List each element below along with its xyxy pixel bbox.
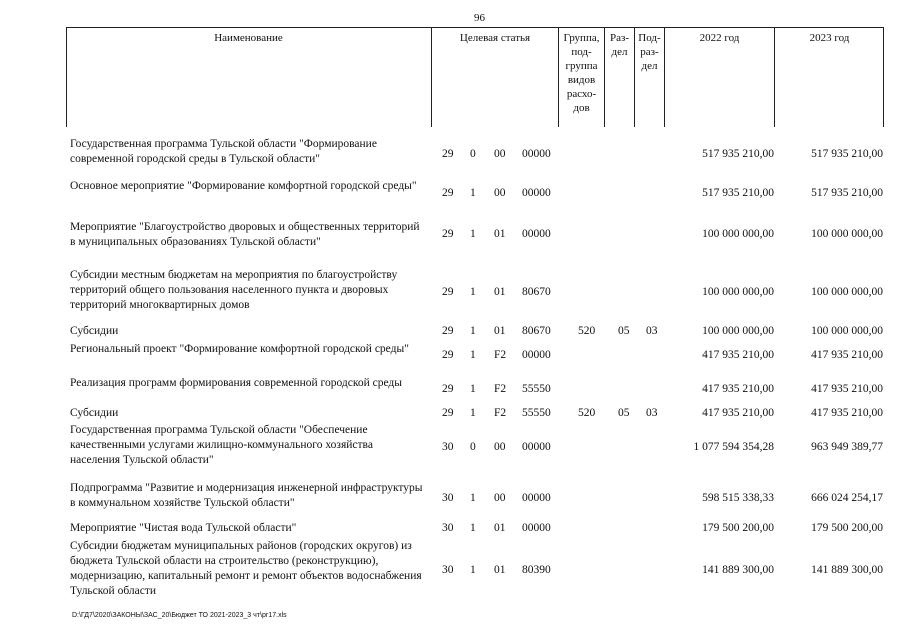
code-section-3: 01: [494, 522, 506, 534]
amount-2023: 666 024 254,17: [811, 492, 883, 504]
expense-group: 520: [578, 407, 596, 419]
amount-2022: 517 935 210,00: [702, 148, 774, 160]
amount-2023: 100 000 000,00: [811, 286, 883, 298]
amount-2023: 179 500 200,00: [811, 522, 883, 534]
amount-2022: 417 935 210,00: [702, 349, 774, 361]
code-section-3: 00: [494, 148, 506, 160]
table-row: [70, 179, 885, 213]
amount-2023: 517 935 210,00: [811, 187, 883, 199]
code-section-4: 00000: [522, 492, 551, 504]
table-row: [70, 324, 885, 340]
header-2023: 2023 год: [774, 27, 884, 127]
code-section-2: 1: [470, 383, 476, 395]
table-header: [66, 27, 884, 127]
code-section-2: 1: [470, 349, 476, 361]
code-section-2: 0: [470, 148, 476, 160]
table-row: [70, 137, 885, 171]
header-name: Наименование: [214, 32, 283, 44]
code-section-2: 1: [470, 492, 476, 504]
row-name: Государственная программа Тульской области "Обеспечение качественными услугами жилищно-коммунального хозяйства населения Тульской области": [70, 424, 373, 466]
amount-2022: 141 889 300,00: [702, 564, 774, 576]
header-group: Группа, под- группа видов расхо- дов: [558, 27, 604, 127]
code-section-1: 29: [442, 349, 454, 361]
row-name: Мероприятие "Благоустройство дворовых и общественных территорий в муниципальных образованиях Тульской области": [70, 221, 420, 248]
code-section-2: 1: [470, 228, 476, 240]
code-section-3: 01: [494, 228, 506, 240]
row-name: Субсидии бюджетам муниципальных районов (городских округов) из бюджета Тульской области на строительство (реконструкцию), модернизацию, капитальный ремонт и ремонт объектов водоснабжения Тульской области: [70, 540, 422, 597]
table-row: [70, 423, 885, 471]
amount-2022: 598 515 338,33: [702, 492, 774, 504]
code-section-3: F2: [494, 407, 507, 419]
code-section-4: 00000: [522, 349, 551, 361]
code-section-4: 80390: [522, 564, 551, 576]
row-name: Субсидии: [70, 325, 119, 337]
header-target: Целевая статья: [431, 27, 558, 127]
subsection-code: 03: [646, 325, 658, 337]
header-subsection: Под- раз- дел: [634, 27, 664, 127]
code-section-4: 00000: [522, 148, 551, 160]
amount-2022: 417 935 210,00: [702, 383, 774, 395]
amount-2022: 417 935 210,00: [702, 407, 774, 419]
amount-2022: 179 500 200,00: [702, 522, 774, 534]
code-section-3: 00: [494, 187, 506, 199]
table-row: [70, 539, 885, 603]
table-row: [70, 376, 885, 408]
code-section-2: 1: [470, 407, 476, 419]
amount-2023: 517 935 210,00: [811, 148, 883, 160]
amount-2023: 417 935 210,00: [811, 383, 883, 395]
amount-2022: 1 077 594 354,28: [693, 441, 774, 453]
code-section-3: 00: [494, 441, 506, 453]
header-2022: 2022 год: [664, 27, 774, 127]
amount-2023: 100 000 000,00: [811, 325, 883, 337]
code-section-3: 01: [494, 286, 506, 298]
row-name: Основное мероприятие "Формирование комфортной городской среды": [70, 180, 417, 192]
table-row: [70, 481, 885, 515]
code-section-4: 00000: [522, 522, 551, 534]
row-name: Реализация программ формирования современной городской среды: [70, 377, 403, 389]
amount-2023: 963 949 389,77: [811, 441, 883, 453]
row-name: Подпрограмма "Развитие и модернизация инженерной инфраструктуры в коммунальном хозяйстве Тульской области": [70, 482, 423, 509]
section-code: 05: [618, 407, 630, 419]
code-section-3: 00: [494, 492, 506, 504]
code-section-4: 55550: [522, 407, 551, 419]
code-section-1: 30: [442, 564, 454, 576]
code-section-2: 0: [470, 441, 476, 453]
code-section-4: 80670: [522, 325, 551, 337]
table-row: [70, 220, 885, 254]
code-section-2: 1: [470, 564, 476, 576]
code-section-3: 01: [494, 325, 506, 337]
table-row: [70, 342, 885, 374]
amount-2023: 141 889 300,00: [811, 564, 883, 576]
code-section-1: 29: [442, 325, 454, 337]
amount-2023: 417 935 210,00: [811, 407, 883, 419]
code-section-4: 55550: [522, 383, 551, 395]
section-code: 05: [618, 325, 630, 337]
code-section-2: 1: [470, 522, 476, 534]
code-section-4: 80670: [522, 286, 551, 298]
code-section-3: F2: [494, 349, 507, 361]
code-section-1: 30: [442, 522, 454, 534]
code-section-1: 30: [442, 441, 454, 453]
code-section-1: 30: [442, 492, 454, 504]
code-section-1: 29: [442, 383, 454, 395]
table-row: [70, 406, 885, 422]
table-row: [70, 521, 885, 537]
amount-2022: 517 935 210,00: [702, 187, 774, 199]
code-section-2: 1: [470, 325, 476, 337]
amount-2023: 100 000 000,00: [811, 228, 883, 240]
amount-2022: 100 000 000,00: [702, 286, 774, 298]
code-section-3: 01: [494, 564, 506, 576]
code-section-2: 1: [470, 187, 476, 199]
code-section-2: 1: [470, 286, 476, 298]
subsection-code: 03: [646, 407, 658, 419]
row-name: Мероприятие "Чистая вода Тульской области": [70, 522, 297, 534]
code-section-1: 29: [442, 148, 454, 160]
code-section-1: 29: [442, 187, 454, 199]
amount-2022: 100 000 000,00: [702, 325, 774, 337]
expense-group: 520: [578, 325, 596, 337]
code-section-3: F2: [494, 383, 507, 395]
amount-2023: 417 935 210,00: [811, 349, 883, 361]
row-name: Региональный проект "Формирование комфортной городской среды": [70, 343, 409, 355]
row-name: Государственная программа Тульской области "Формирование современной городской среды в Тульской области": [70, 138, 377, 165]
footer-file-path: D:\ГД7\2020\ЗАКОНЫ\ЗАС_20\Бюджет ТО 2021-2023_3 чт\рг17.xls: [72, 612, 287, 619]
amount-2022: 100 000 000,00: [702, 228, 774, 240]
code-section-4: 00000: [522, 228, 551, 240]
code-section-1: 29: [442, 228, 454, 240]
header-section: Раз- дел: [604, 27, 634, 127]
code-section-4: 00000: [522, 441, 551, 453]
row-name: Субсидии: [70, 407, 119, 419]
page-number: 96: [474, 12, 485, 24]
code-section-4: 00000: [522, 187, 551, 199]
table-row: [70, 268, 885, 316]
row-name: Субсидии местным бюджетам на мероприятия по благоустройству территорий общего пользования населенного пункта и дворовых территорий многоквартирных домов: [70, 269, 398, 311]
code-section-1: 29: [442, 407, 454, 419]
code-section-1: 29: [442, 286, 454, 298]
